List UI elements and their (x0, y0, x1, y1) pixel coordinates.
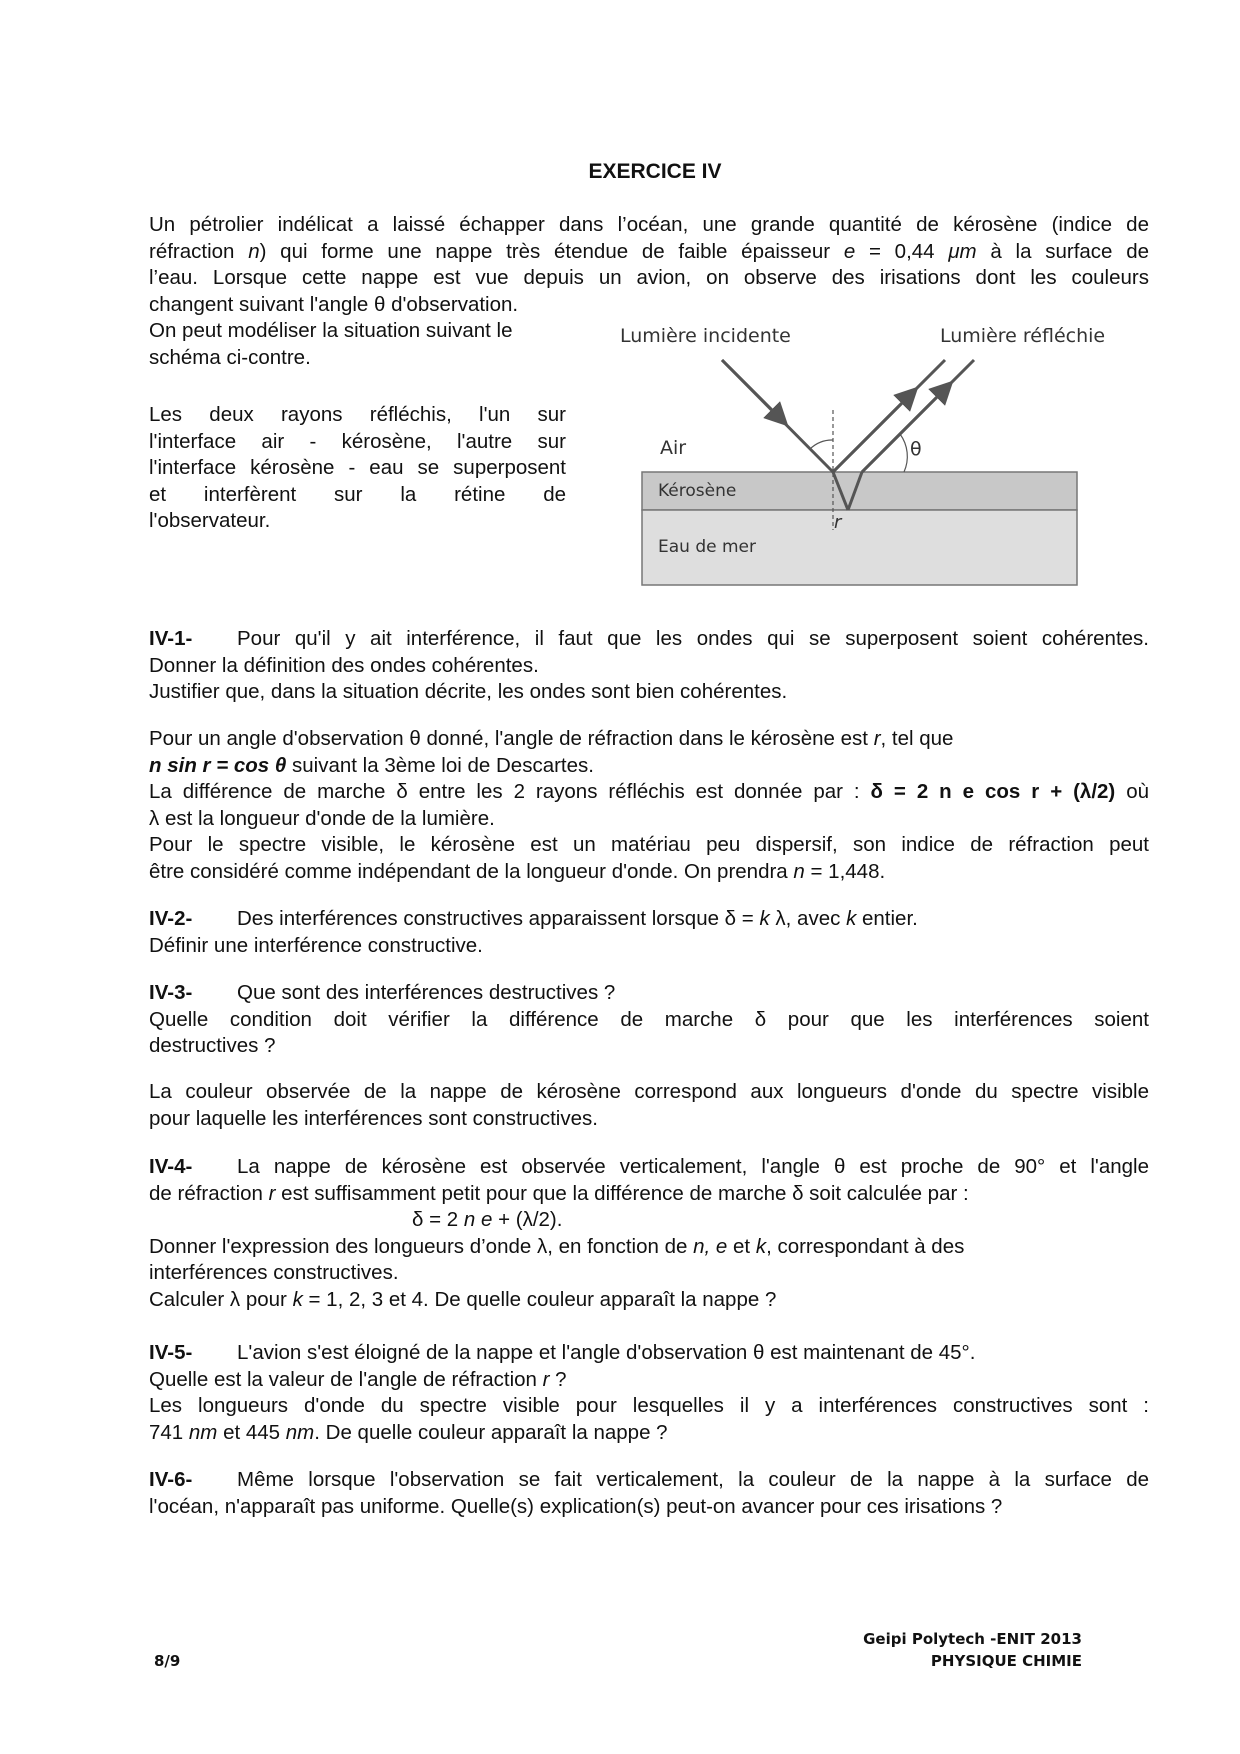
reflected-light-label: Lumière réfléchie (940, 325, 1106, 347)
question-iv-4: IV-4- La nappe de kérosène est observée verticalement, l'angle θ est proche de 90° et l'angle (149, 1155, 1149, 1178)
footer-org: Geipi Polytech -ENIT 2013 (863, 1630, 1082, 1648)
rays-text-2: l'interface air - kérosène, l'autre sur (149, 429, 566, 453)
reflection-diagram (600, 320, 1120, 600)
exercise-title: EXERCICE IV (588, 160, 722, 183)
q6-line-2: l'océan, n'apparaît pas uniforme. Quelle(s) explication(s) peut-on avancer pour ces irisations ? (149, 1494, 1003, 1518)
question-iv-6: IV-6- Même lorsque l'observation se fait verticalement, la couleur de la nappe à la surface de (149, 1468, 1149, 1491)
theory-line-6: être considéré comme indépendant de la longueur d'onde. On prendra n = 1,448. (149, 859, 886, 883)
rays-text-1: Les deux rayons réfléchis, l'un sur (149, 403, 566, 426)
q3-line-3: destructives ? (149, 1034, 276, 1057)
q5-line-3: Les longueurs d'onde du spectre visible pour lesquelles il y a interférences constructives sont : (149, 1394, 1149, 1417)
incident-light-label: Lumière incidente (620, 325, 791, 347)
q1-line-2: Donner la définition des ondes cohérentes. (149, 653, 539, 677)
incident-arrow (722, 360, 780, 418)
rays-text-4: et interfèrent sur la rétine de (149, 482, 566, 506)
q5-line-2: Quelle est la valeur de l'angle de réfraction r ? (149, 1367, 567, 1391)
q4-line-4: Donner l'expression des longueurs d’onde λ, en fonction de n, e et k, correspondant à des (149, 1234, 965, 1258)
q4-line-2: de réfraction r est suffisamment petit pour que la différence de marche δ soit calculée par : (149, 1181, 969, 1205)
theory-line-1: Pour un angle d'observation θ donné, l'angle de réfraction dans le kérosène est r, tel que (149, 727, 954, 750)
path-difference-formula: La différence de marche δ entre les 2 rayons réfléchis est donnée par : δ = 2 n e cos r + (λ/2) où (149, 780, 1150, 803)
intro-line-5: On peut modéliser la situation suivant le (149, 319, 513, 342)
question-iv-3: IV-3- Que sont des interférences destructives ? (149, 981, 616, 1004)
theta-label: θ (910, 438, 922, 460)
theory-line-5: Pour le spectre visible, le kérosène est un matériau peu dispersif, son indice de réfraction peut (149, 833, 1149, 856)
air-label: Air (660, 437, 687, 459)
color-note-1: La couleur observée de la nappe de kérosène correspond aux longueurs d'onde du spectre visible (149, 1080, 1149, 1103)
intro-line-2: réfraction n) qui forme une nappe très étendue de faible épaisseur e = 0,44 μm à la surface de (149, 239, 1149, 263)
refraction-angle-label: r (834, 512, 842, 533)
q2-line-2: Définir une interférence constructive. (149, 933, 483, 957)
q4-line-6: Calculer λ pour k = 1, 2, 3 et 4. De quelle couleur apparaît la nappe ? (149, 1287, 777, 1311)
question-iv-1: IV-1- Pour qu'il y ait interférence, il faut que les ondes qui se superposent soient cohérentes. (149, 627, 1149, 650)
theory-line-4: λ est la longueur d'onde de la lumière. (149, 806, 495, 830)
intro-line-6: schéma ci-contre. (149, 345, 311, 369)
color-note-2: pour laquelle les interférences sont constructives. (149, 1106, 598, 1130)
question-iv-5: IV-5- L'avion s'est éloigné de la nappe et l'angle d'observation θ est maintenant de 45°. (149, 1341, 976, 1364)
rays-text-5: l'observateur. (149, 509, 271, 532)
intro-line-1: Un pétrolier indélicat a laissé échapper dans l’océan, une grande quantité de kérosène (indice de (149, 213, 1149, 236)
q4-line-5: interférences constructives. (149, 1261, 399, 1284)
intro-line-3: l’eau. Lorsque cette nappe est vue depuis un avion, on observe des irisations dont les couleurs (149, 266, 1149, 289)
q3-line-2: Quelle condition doit vérifier la différence de marche δ pour que les interférences soient (149, 1007, 1149, 1031)
kerosene-label: Kérosène (658, 481, 737, 501)
sea-water-label: Eau de mer (658, 537, 756, 557)
footer-subject: PHYSIQUE CHIMIE (930, 1652, 1082, 1670)
incidence-arc (810, 440, 833, 449)
q5-line-4: 741 nm et 445 nm. De quelle couleur apparaît la nappe ? (149, 1420, 668, 1444)
intro-line-4: changent suivant l'angle θ d'observation. (149, 292, 519, 316)
theta-arc (900, 434, 907, 472)
rays-text-3: l'interface kérosène - eau se superposent (149, 456, 566, 479)
page-number: 8/9 (154, 1652, 181, 1670)
question-iv-2: IV-2- Des interférences constructives apparaissent lorsque δ = k λ, avec k entier. (149, 907, 918, 930)
descartes-law: n sin r = cos θ suivant la 3ème loi de Descartes. (149, 753, 594, 777)
q4-formula: δ = 2 n e + (λ/2). (412, 1208, 563, 1231)
q1-line-3: Justifier que, dans la situation décrite, les ondes sont bien cohérentes. (149, 680, 788, 703)
